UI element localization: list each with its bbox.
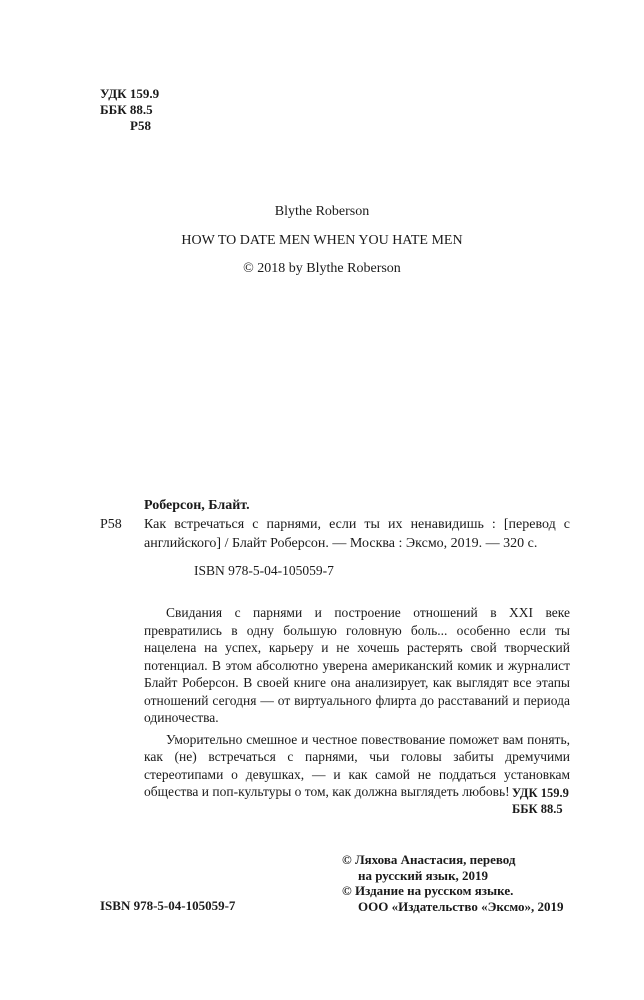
catalog-code: Р58 <box>100 517 122 532</box>
isbn-bottom: ISBN 978-5-04-105059-7 <box>100 898 236 913</box>
catalog-author-heading: Роберсон, Блайт. <box>144 498 250 513</box>
catalog-entry-row <box>100 515 570 553</box>
abstract-paragraph: Уморительно смешное и честное повествование поможет вам понять, как (не) встречаться с парнями, чьи головы забиты дремучими стереотипами о девушках, — и как самой не поддаться установкам общества и поп-культуры о том, как должна выглядеть любовь! <box>144 731 570 799</box>
original-author: Blythe Roberson <box>274 204 370 219</box>
catalog-record <box>100 496 570 580</box>
copyright-block <box>342 852 564 914</box>
udk-code: УДК 159.9 <box>100 86 160 101</box>
translation-copyright: © Ляхова Анастасия, перевод <box>342 852 516 867</box>
bbk-code: ББК 88.5 <box>512 802 563 816</box>
classification-top <box>100 86 159 134</box>
translation-copyright-cont: на русский язык, 2019 <box>358 867 489 883</box>
catalog-isbn: ISBN 978-5-04-105059-7 <box>194 563 334 578</box>
original-title: HOW TO DATE MEN WHEN YOU HATE MEN <box>181 233 463 248</box>
author-mark: Р58 <box>130 118 151 133</box>
publisher-copyright: ООО «Издательство «Эксмо», 2019 <box>358 898 564 914</box>
abstract-paragraph: Свидания с парнями и построение отношений в XXI веке превратились в одну большую головную боль... особенно если ты нацелена на успех, карьеру и не хочешь растерять свой творческий потенциал. В этом абсолютно уверена американский комик и журналист Блайт Роберсон. В своей книге она анализирует, как выглядят все этапы отношений сегодня — от виртуального флирта до расставаний и периода одиночества. <box>144 605 570 725</box>
abstract <box>144 604 570 801</box>
bbk-code: ББК 88.5 <box>100 102 153 117</box>
original-copyright: © 2018 by Blythe Roberson <box>243 261 401 276</box>
udk-code: УДК 159.9 <box>512 786 569 800</box>
classification-bottom <box>512 785 569 817</box>
edition-copyright: © Издание на русском языке. <box>342 883 514 898</box>
catalog-entry: Как встречаться с парнями, если ты их ненавидишь : [перевод с английского] / Блайт Роберсон. — Москва : Эксмо, 2019. — 320 с. <box>144 517 570 551</box>
